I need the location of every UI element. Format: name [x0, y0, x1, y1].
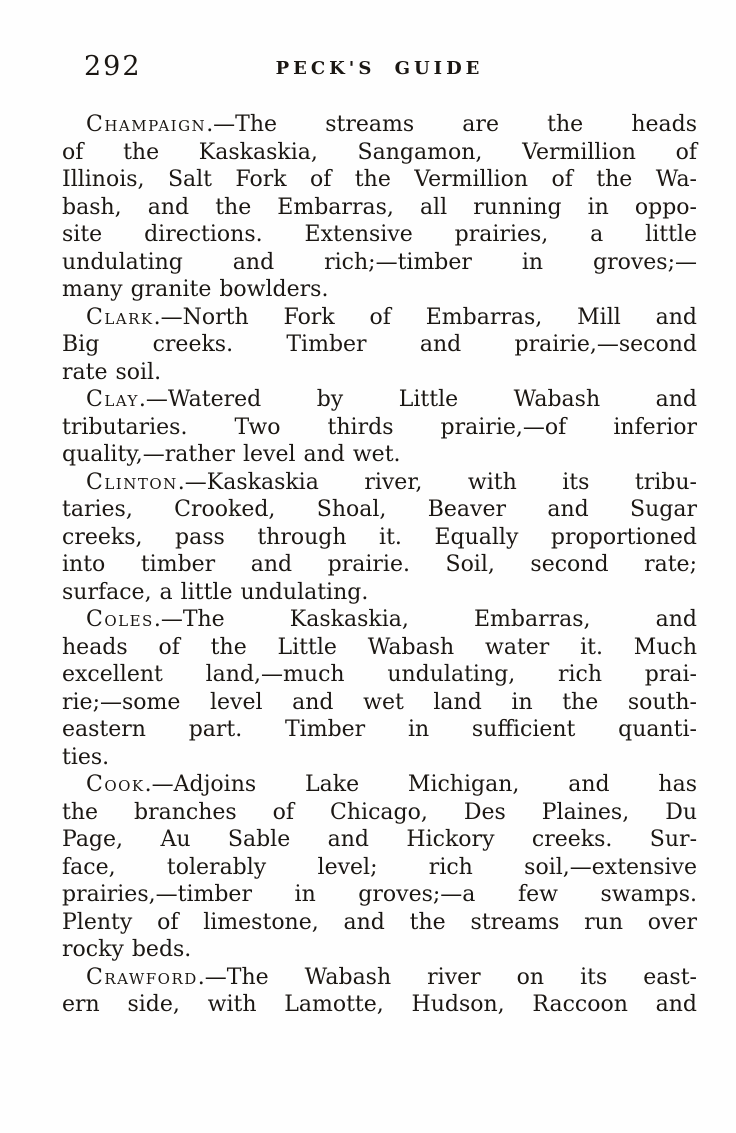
text-line: prairies,—timber in groves;—a few swamps. [62, 882, 697, 907]
text-line: heads of the Little Wabash water it. Much [62, 634, 697, 660]
text-line: undulating and rich;—timber in groves;— [62, 249, 697, 275]
county-name-crawford: Crawford [86, 964, 198, 990]
paragraph-cook [62, 771, 697, 964]
text-line: into timber and prairie. Soil, second rate; [62, 552, 697, 577]
line-text: .—The Kaskaskia, Embarras, and [153, 607, 697, 632]
line-text: .—The streams are the heads [206, 112, 697, 137]
line-text: .—North Fork of Embarras, Mill and [153, 304, 697, 330]
text-line: rocky beds. [62, 937, 192, 962]
text-line: bash, and the Embarras, all running in oppo- [62, 194, 697, 220]
text-line: of the Kaskaskia, Sangamon, Vermillion of [62, 139, 697, 165]
text-line: Illinois, Salt Fork of the Vermillion of the Wa- [62, 167, 697, 192]
text-line [62, 771, 697, 799]
text-line [62, 386, 697, 414]
text-line: surface, a little undulating. [62, 579, 369, 605]
paragraph-champaign [62, 111, 697, 304]
county-name-cook: Cook [86, 772, 145, 797]
page-number: 292 [84, 51, 142, 82]
text-line: ern side, with Lamotte, Hudson, Raccoon and [62, 992, 697, 1017]
page-header [62, 52, 697, 86]
paragraph-clark [62, 304, 697, 387]
county-name-champaign: Champaign [86, 112, 207, 137]
text-line: the branches of Chicago, Des Plaines, Du [62, 799, 697, 825]
text-line: taries, Crooked, Shoal, Beaver and Sugar [62, 497, 697, 522]
line-text: .—The Wabash river on its east- [197, 964, 697, 990]
text-line: rie;—some level and wet land in the south- [62, 689, 697, 715]
text-line: Page, Au Sable and Hickory creeks. Sur- [62, 827, 697, 852]
county-name-clay: Clay [86, 387, 139, 412]
paragraph-clinton [62, 469, 697, 607]
text-line: rate soil. [62, 359, 162, 385]
text-line [62, 964, 697, 992]
text-line: Big creeks. Timber and prairie,—second [62, 332, 697, 357]
county-name-clark: Clark [86, 304, 154, 330]
text-line: creeks, pass through it. Equally proportioned [62, 524, 697, 550]
text-line [62, 304, 697, 332]
line-text: .—Watered by Little Wabash and [138, 387, 697, 412]
paragraph-crawford [62, 964, 697, 1019]
text-line: quality,—rather level and wet. [62, 442, 401, 467]
text-line: Plenty of limestone, and the streams run over [62, 909, 697, 935]
text-line: eastern part. Timber in sufficient quanti- [62, 717, 697, 742]
text-line [62, 469, 697, 497]
text-line: ties. [62, 744, 110, 770]
line-text: .—Kaskaskia river, with its tribu- [177, 469, 697, 495]
paragraph-clay [62, 386, 697, 469]
county-name-coles: Coles [86, 607, 154, 632]
text-line: excellent land,—much undulating, rich prai- [62, 662, 697, 687]
body-text-block [62, 111, 697, 1019]
text-line: tributaries. Two thirds prairie,—of inferior [62, 414, 697, 440]
paragraph-coles [62, 606, 697, 771]
text-line [62, 606, 697, 634]
county-name-clinton: Clinton [86, 469, 178, 495]
text-line [62, 111, 697, 139]
text-line: face, tolerably level; rich soil,—extensive [62, 854, 697, 880]
text-line: site directions. Extensive prairies, a little [62, 222, 697, 247]
running-header-title: PECK'S GUIDE [275, 58, 484, 79]
line-text: .—Adjoins Lake Michigan, and has [144, 772, 697, 797]
text-line: many granite bowlders. [62, 277, 329, 302]
